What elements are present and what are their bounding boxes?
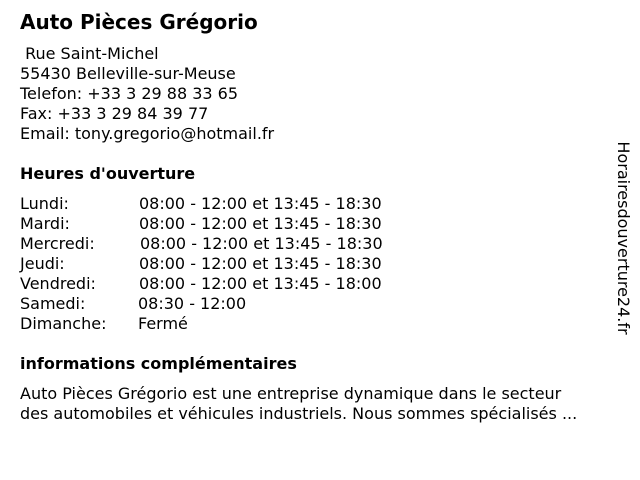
- time-value: 08:00 - 12:00 et 13:45 - 18:30: [140, 234, 383, 253]
- time-value: 08:00 - 12:00 et 13:45 - 18:30: [139, 254, 382, 273]
- site-watermark: Horairesdouverture24.fr: [614, 141, 633, 335]
- day-label: Jeudi:: [20, 254, 65, 273]
- hours-row-wednesday: [20, 234, 500, 254]
- additional-info-text: [20, 384, 620, 424]
- time-value: 08:00 - 12:00 et 13:45 - 18:30: [139, 214, 382, 233]
- time-value: 08:00 - 12:00 et 13:45 - 18:30: [139, 194, 382, 213]
- time-value: 08:00 - 12:00 et 13:45 - 18:00: [139, 274, 382, 293]
- hours-row-tuesday: [20, 214, 500, 234]
- day-label: Mardi:: [20, 214, 70, 233]
- business-name: Auto Pièces Grégorio: [20, 10, 258, 34]
- hours-row-monday: [20, 194, 500, 214]
- contact-phone: Telefon: +33 3 29 88 33 65: [20, 84, 239, 103]
- day-label: Mercredi:: [20, 234, 95, 253]
- contact-block: [20, 44, 274, 144]
- contact-city: 55430 Belleville-sur-Meuse: [20, 64, 236, 83]
- opening-hours-heading: Heures d'ouverture: [20, 164, 196, 183]
- contact-street: Rue Saint-Michel: [20, 44, 159, 63]
- hours-row-thursday: [20, 254, 500, 274]
- opening-hours-list: [20, 194, 500, 334]
- contact-email: Email: tony.gregorio@hotmail.fr: [20, 124, 275, 143]
- time-value: Fermé: [138, 314, 188, 333]
- hours-row-friday: [20, 274, 500, 294]
- day-label: Lundi:: [20, 194, 69, 213]
- day-label: Vendredi:: [20, 274, 96, 293]
- hours-row-sunday: [20, 314, 500, 334]
- time-value: 08:30 - 12:00: [138, 294, 247, 313]
- day-label: Samedi:: [20, 294, 86, 313]
- additional-info-heading: informations complémentaires: [20, 354, 297, 373]
- contact-fax: Fax: +33 3 29 84 39 77: [20, 104, 209, 123]
- info-line: Auto Pièces Grégorio est une entreprise dynamique dans le secteur: [20, 384, 562, 403]
- info-line: des automobiles et véhicules industriels. Nous sommes spécialisés ...: [20, 404, 578, 423]
- hours-row-saturday: [20, 294, 500, 314]
- day-label: Dimanche:: [20, 314, 107, 333]
